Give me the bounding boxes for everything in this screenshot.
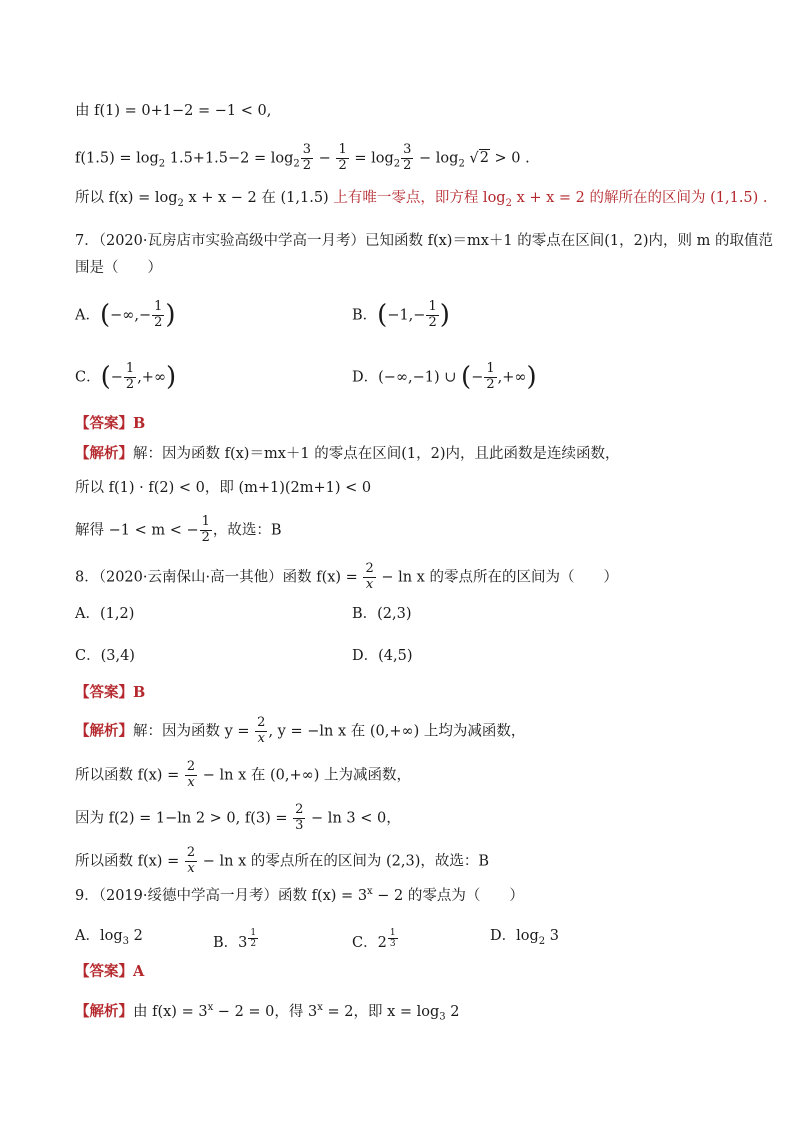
q7-option-b: B．(−1,− $\frac{1}{2}$ ) bbox=[352, 299, 450, 331]
intro-line-1: 由 f(1) = 0+1−2 = −1 < 0, bbox=[75, 103, 272, 119]
q8-stem: 8．（2020·云南保山·高一其他）函数 f(x) = $\frac{2}{x}$ − ln x 的零点所在的区间为（ ） bbox=[75, 561, 618, 592]
q8-option-c: C．(3,4) bbox=[75, 648, 135, 664]
q9-option-b: B．3 $^{\frac{1}{2}}$ bbox=[213, 928, 257, 952]
q9-option-d: D．$\log_2 3$ bbox=[490, 928, 559, 947]
q9-answer: 【答案】A bbox=[75, 963, 145, 980]
q8-analysis-1: 【解析】解：因为函数 y = $\frac{2}{x}$ , y = −ln x 在 (0,+∞) 上均为减函数， bbox=[75, 715, 526, 746]
q8-analysis-4: 所以函数 f(x) = $\frac{2}{x}$ − ln x 的零点所在的区间为 (2,3)，故选：B bbox=[75, 845, 490, 876]
q7-analysis-1: 【解析】解：因为函数 f(x)＝mx＋1 的零点在区间(1，2)内，且此函数是连续函数， bbox=[75, 445, 620, 462]
q9-analysis: 【解析】由 $f(x) = 3^x - 2 = 0$，得 $3^x = 2$，即 $x = \log_3 2$ bbox=[75, 1002, 460, 1023]
q8-analysis-3: 因为 f(2) = 1−ln 2 > 0, f(3) = $\frac{2}{3}$ − ln 3 < 0， bbox=[75, 802, 401, 833]
q8-option-d: D．(4,5) bbox=[352, 648, 413, 664]
q7-option-c: C．(− $\frac{1}{2}$ ,+∞) bbox=[75, 361, 177, 393]
q7-option-d: D．(−∞,−1) ∪ (− $\frac{1}{2}$ ,+∞) bbox=[352, 361, 537, 393]
q7-stem-line-2: 围是（ ） bbox=[75, 260, 162, 276]
q7-stem-line-1: 7．（2020·瓦房店市实验高级中学高一月考）已知函数 f(x)＝mx＋1 的零点在区间(1，2)内，则 m 的取值范 bbox=[75, 233, 773, 249]
q7-answer: 【答案】B bbox=[75, 415, 146, 432]
q8-option-b: B．(2,3) bbox=[352, 606, 412, 622]
q8-answer: 【答案】B bbox=[75, 684, 146, 701]
q9-option-c: C．2 $^{\frac{1}{3}}$ bbox=[352, 928, 396, 952]
q7-option-a: A．(−∞,− $\frac{1}{2}$ ) bbox=[75, 299, 176, 331]
intro-line-2: $f(1.5) = \log_2 1.5+1.5-2 = \log_2$ $\frac{3}{2}$ − $\frac{1}{2}$ = $\log_2$ $\frac{3}{2}$ − $\log_2 √2 > 0$ . bbox=[75, 142, 530, 173]
q7-analysis-2: 所以 f(1) · f(2) < 0，即 (m+1)(2m+1) < 0 bbox=[75, 480, 372, 496]
q9-stem: 9．（2019·绥德中学高一月考）函数 $f(x) = 3^x - 2$ 的零点为（ ） bbox=[75, 886, 524, 904]
q8-option-a: A．(1,2) bbox=[75, 606, 135, 622]
q8-analysis-2: 所以函数 f(x) = $\frac{2}{x}$ − ln x 在 (0,+∞) 上为减函数， bbox=[75, 759, 411, 790]
q9-option-a: A．$\log_3 2$ bbox=[75, 928, 143, 947]
intro-line-3: 所以 $f(x) = \log_2 x + x - 2$ 在 (1,1.5) 上有唯一零点，即方程 $\log_2 x + x = 2$ 的解所在的区间为 (1,1.5) . bbox=[75, 190, 768, 209]
q7-analysis-3: 解得 −1 < m < − $\frac{1}{2}$ ，故选：B bbox=[75, 514, 282, 545]
